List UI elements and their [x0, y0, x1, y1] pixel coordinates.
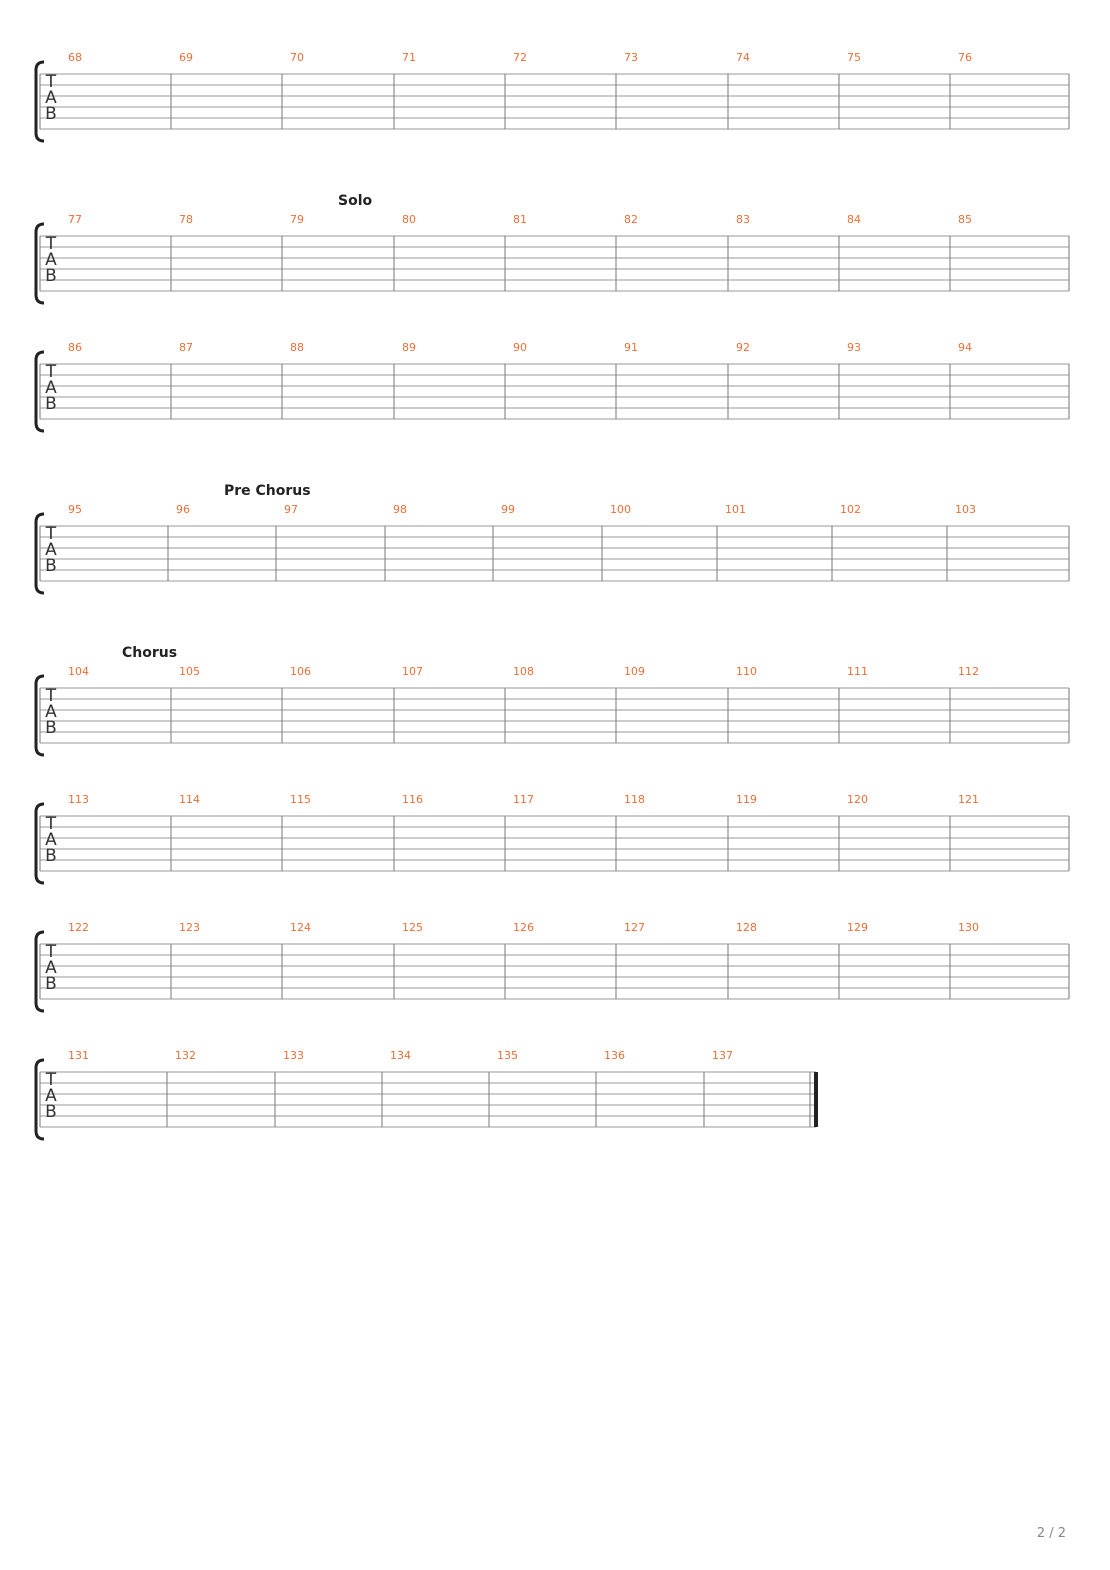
- measure-number: 75: [847, 51, 861, 64]
- measure-number: 107: [402, 665, 423, 678]
- measure-number: 134: [390, 1049, 411, 1062]
- measure-number: 100: [610, 503, 631, 516]
- measure-number: 97: [284, 503, 298, 516]
- tab-clef-letter: A: [45, 88, 57, 108]
- tab-clef-letter: A: [45, 830, 57, 850]
- section-label: Chorus: [122, 645, 178, 661]
- measure-number: 111: [847, 665, 868, 678]
- measure-number: 118: [624, 793, 645, 806]
- measure-number: 117: [513, 793, 534, 806]
- measure-number: 129: [847, 921, 868, 934]
- measure-number: 81: [513, 213, 527, 226]
- measure-number: 78: [179, 213, 193, 226]
- measure-number: 98: [393, 503, 407, 516]
- tab-clef-letter: B: [45, 1102, 57, 1122]
- tab-clef-letter: T: [45, 942, 57, 962]
- measure-number: 136: [604, 1049, 625, 1062]
- measure-number: 68: [68, 51, 82, 64]
- measure-number: 79: [290, 213, 304, 226]
- tab-clef-letter: A: [45, 378, 57, 398]
- tab-clef-letter: B: [45, 266, 57, 286]
- measure-number: 110: [736, 665, 757, 678]
- measure-number: 85: [958, 213, 972, 226]
- tab-clef-letter: B: [45, 974, 57, 994]
- measure-number: 127: [624, 921, 645, 934]
- measure-number: 87: [179, 341, 193, 354]
- measure-number: 95: [68, 503, 82, 516]
- tab-clef-letter: B: [45, 718, 57, 738]
- measure-number: 101: [725, 503, 746, 516]
- measure-number: 112: [958, 665, 979, 678]
- measure-number: 123: [179, 921, 200, 934]
- tab-clef-letter: B: [45, 104, 57, 124]
- measure-number: 124: [290, 921, 311, 934]
- tab-clef-letter: T: [45, 524, 57, 544]
- tab-staff: [0, 54, 1110, 154]
- measure-number: 102: [840, 503, 861, 516]
- measure-number: 93: [847, 341, 861, 354]
- tab-staff: [0, 506, 1110, 606]
- measure-number: 69: [179, 51, 193, 64]
- measure-number: 109: [624, 665, 645, 678]
- tab-clef-letter: T: [45, 1070, 57, 1090]
- tab-clef-letter: A: [45, 250, 57, 270]
- measure-number: 73: [624, 51, 638, 64]
- measure-number: 71: [402, 51, 416, 64]
- measure-number: 84: [847, 213, 861, 226]
- tab-clef-letter: T: [45, 362, 57, 382]
- measure-number: 108: [513, 665, 534, 678]
- tab-clef-letter: A: [45, 1086, 57, 1106]
- section-label: Pre Chorus: [224, 483, 311, 499]
- tab-clef-letter: A: [45, 958, 57, 978]
- measure-number: 91: [624, 341, 638, 354]
- measure-number: 113: [68, 793, 89, 806]
- measure-number: 70: [290, 51, 304, 64]
- measure-number: 115: [290, 793, 311, 806]
- measure-number: 116: [402, 793, 423, 806]
- measure-number: 76: [958, 51, 972, 64]
- measure-number: 125: [402, 921, 423, 934]
- measure-number: 74: [736, 51, 750, 64]
- measure-number: 104: [68, 665, 89, 678]
- measure-number: 114: [179, 793, 200, 806]
- measure-number: 103: [955, 503, 976, 516]
- tab-clef-letter: A: [45, 540, 57, 560]
- measure-number: 120: [847, 793, 868, 806]
- measure-number: 135: [497, 1049, 518, 1062]
- measure-number: 94: [958, 341, 972, 354]
- measure-number: 122: [68, 921, 89, 934]
- measure-number: 132: [175, 1049, 196, 1062]
- tab-staff: [0, 1052, 1110, 1152]
- measure-number: 90: [513, 341, 527, 354]
- tab-clef-letter: B: [45, 846, 57, 866]
- measure-number: 128: [736, 921, 757, 934]
- measure-number: 105: [179, 665, 200, 678]
- measure-number: 89: [402, 341, 416, 354]
- measure-number: 121: [958, 793, 979, 806]
- measure-number: 77: [68, 213, 82, 226]
- measure-number: 99: [501, 503, 515, 516]
- tab-clef-letter: T: [45, 234, 57, 254]
- measure-number: 72: [513, 51, 527, 64]
- tab-clef-letter: T: [45, 686, 57, 706]
- measure-number: 119: [736, 793, 757, 806]
- measure-number: 131: [68, 1049, 89, 1062]
- section-label: Solo: [338, 193, 373, 209]
- tab-staff: [0, 924, 1110, 1024]
- measure-number: 126: [513, 921, 534, 934]
- page-number: 2 / 2: [1036, 1526, 1066, 1541]
- tab-staff: [0, 668, 1110, 768]
- measure-number: 133: [283, 1049, 304, 1062]
- tab-clef-letter: B: [45, 394, 57, 414]
- measure-number: 137: [712, 1049, 733, 1062]
- measure-number: 86: [68, 341, 82, 354]
- tab-clef-letter: T: [45, 72, 57, 92]
- tab-clef-letter: A: [45, 702, 57, 722]
- measure-number: 92: [736, 341, 750, 354]
- measure-number: 88: [290, 341, 304, 354]
- tab-staff: [0, 344, 1110, 444]
- tab-staff: [0, 796, 1110, 896]
- measure-number: 96: [176, 503, 190, 516]
- tab-staff: [0, 216, 1110, 316]
- measure-number: 82: [624, 213, 638, 226]
- measure-number: 106: [290, 665, 311, 678]
- measure-number: 83: [736, 213, 750, 226]
- final-barline-thick: [814, 1072, 818, 1127]
- tab-clef-letter: B: [45, 556, 57, 576]
- measure-number: 80: [402, 213, 416, 226]
- measure-number: 130: [958, 921, 979, 934]
- tab-clef-letter: T: [45, 814, 57, 834]
